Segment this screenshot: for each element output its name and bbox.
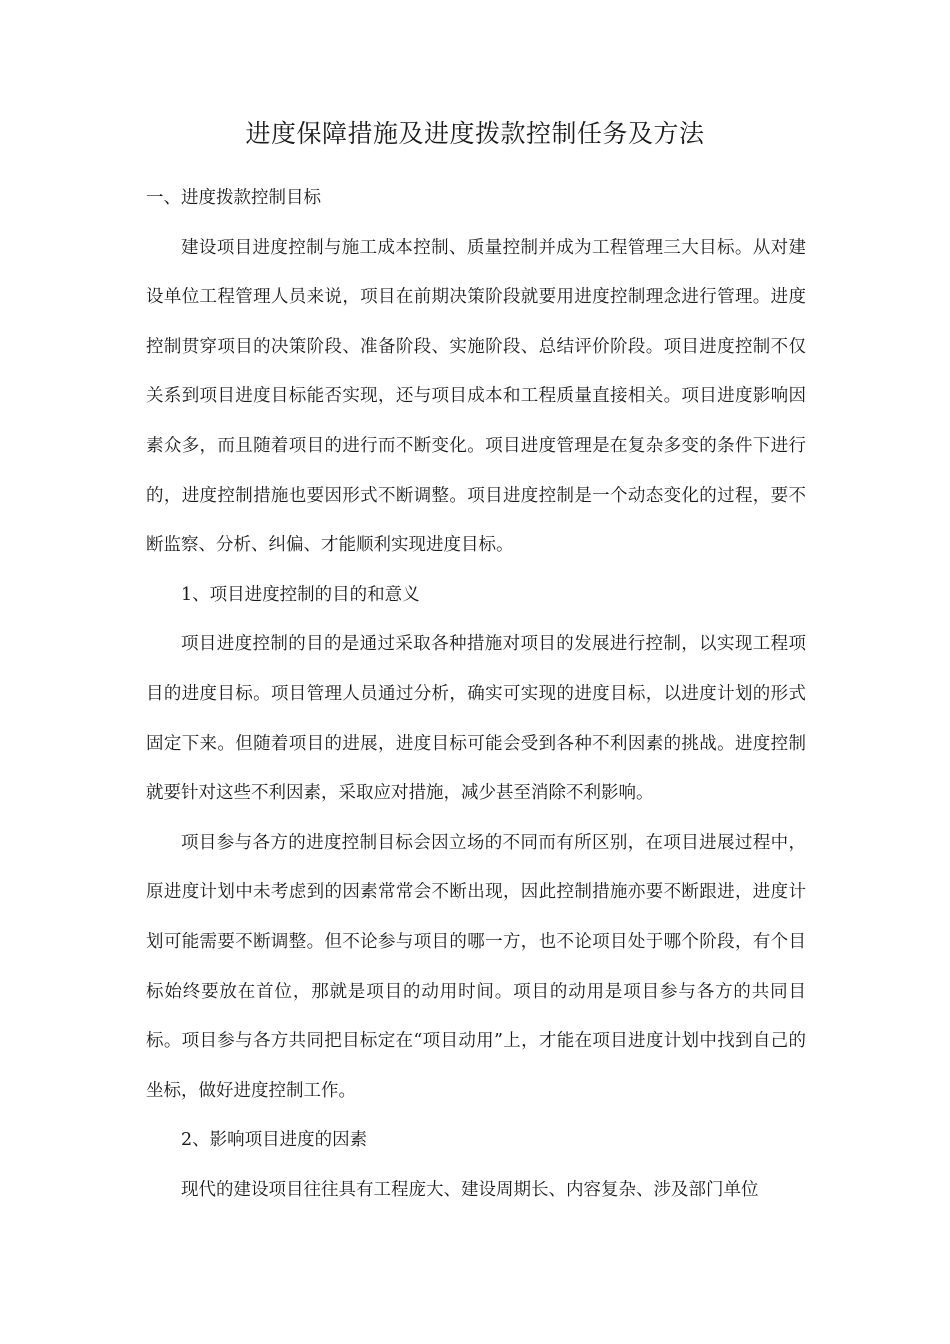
subsection-heading: 2、影响项目进度的因素: [181, 1130, 368, 1151]
document-body: [146, 174, 806, 1215]
section-heading: 一、进度拨款控制目标: [146, 188, 321, 208]
paragraph: 现代的建设项目往往具有工程庞大、建设周期长、内容复杂、涉及部门单位: [181, 1179, 759, 1200]
paragraph: 项目进度控制的目的是通过采取各种措施对项目的发展进行控制，以实现工程项目的进度目标。项目管理人员通过分析，确实可实现的进度目标，以进度计划的形式固定下来。但随着项目的进展，进度目标可能会受到各种不利因素的挑战。进度控制就要针对这些不利因素，采取应对措施，减少甚至消除不利影响。: [146, 634, 806, 804]
paragraph: 项目参与各方的进度控制目标会因立场的不同而有所区别，在项目进展过程中，原进度计划中未考虑到的因素常常会不断出现，因此控制措施亦要不断跟进，进度计划可能需要不断调整。但不论参与项目的哪一方，也不论项目处于哪个阶段，有个目标始终要放在首位，那就是项目的动用时间。项目的动用是项目参与各方的共同目标。项目参与各方共同把目标定在“项目动用”上，才能在项目进度计划中找到自己的坐标，做好进度控制工作。: [146, 832, 806, 1101]
document-title: 进度保障措施及进度拨款控制任务及方法: [245, 119, 705, 148]
paragraph: 建设项目进度控制与施工成本控制、质量控制并成为工程管理三大目标。从对建设单位工程管理人员来说，项目在前期决策阶段就要用进度控制理念进行管理。进度控制贯穿项目的决策阶段、准备阶段、实施阶段、总结评价阶段。项目进度控制不仅关系到项目进度目标能否实现，还与项目成本和工程质量直接相关。项目进度影响因素众多，而且随着项目的进行而不断变化。项目进度管理是在复杂多变的条件下进行的，进度控制措施也要因形式不断调整。项目进度控制是一个动态变化的过程，要不断监察、分析、纠偏、才能顺利实现进度目标。: [146, 237, 806, 556]
subsection-heading: 1、项目进度控制的目的和意义: [181, 584, 420, 605]
